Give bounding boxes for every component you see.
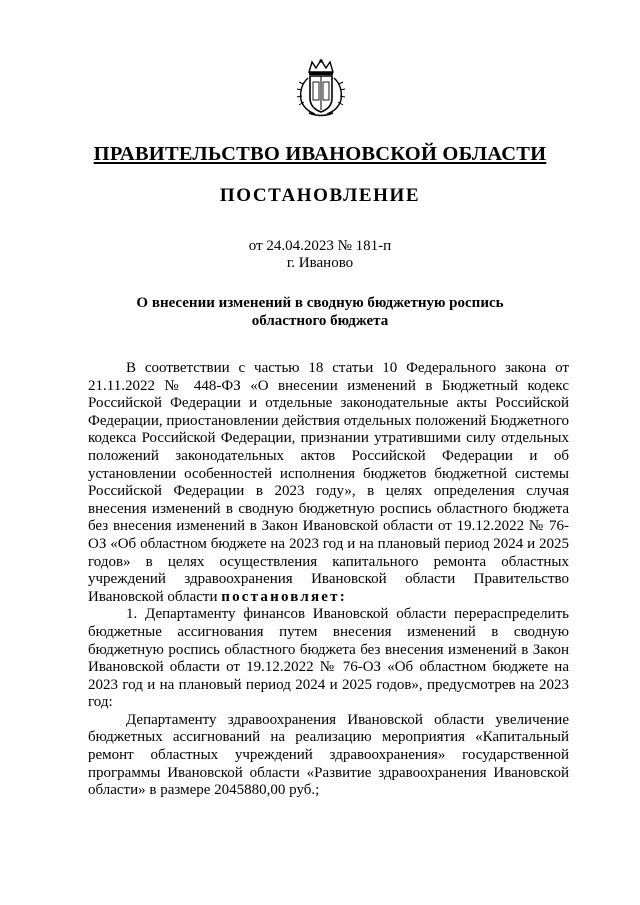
resolves-word: постановляет	[221, 588, 340, 605]
resolves-colon: :	[339, 588, 347, 605]
subject-line-1: О внесении изменений в сводную бюджетную роспись	[136, 295, 504, 311]
document-meta	[0, 238, 640, 272]
document-body	[88, 360, 569, 800]
preamble-paragraph	[88, 360, 569, 606]
preamble-text: В соответствии с частью 18 статьи 10 Федерального закона от 21.11.2022 № 448-ФЗ «О внесении изменений в Бюджетный кодекс Российской Федерации и отдельные законодательные акты Российской Федерации, приостановлении действия отдельных положений Бюджетного кодекса Российской Федерации, признании утратившими силу отдельных положений законодательных актов Российской Федерации и об установлении особенностей исполнения бюджетов бюджетной системы Российской Федерации в 2023 году», в целях определения случая внесения изменений в сводную бюджетную роспись областного бюджета без внесения изменений в Закон Ивановской области от 19.12.2022 № 76-ОЗ «Об областном бюджете на 2023 год и на плановый период 2024 и 2025 годов» в целях осуществления капитального ремонта областных учреждений здравоохранения Ивановской области Правительство Ивановской области	[88, 360, 569, 605]
date-number: от 24.04.2023 № 181-п	[248, 238, 392, 254]
item-1-detail-paragraph: Департаменту здравоохранения Ивановской области увеличение бюджетных ассигнований на реализацию мероприятия «Капитальный ремонт областных учреждений здравоохранения» государственной программы Ивановской области «Развитие здравоохранения Ивановской области» в размере 2045880,00 руб.;	[88, 711, 569, 799]
subject-line-2: областного бюджета	[251, 313, 389, 329]
document-subject	[0, 294, 640, 330]
city: г. Иваново	[286, 255, 354, 271]
item-1-paragraph: 1. Департаменту финансов Ивановской области перераспределить бюджетные ассигнования путем внесения изменений в сводную бюджетную роспись областного бюджета без внесения изменений в Закон Ивановской области от 19.12.2022 № 76-ОЗ «Об областном бюджете на 2023 год и на плановый период 2024 и 2025 годов», предусмотрев на 2023 год:	[88, 606, 569, 711]
ivanovo-coat-of-arms-icon	[295, 58, 347, 118]
document-type: ПОСТАНОВЛЕНИЕ	[219, 185, 421, 206]
government-title: ПРАВИТЕЛЬСТВО ИВАНОВСКОЙ ОБЛАСТИ	[93, 143, 547, 165]
